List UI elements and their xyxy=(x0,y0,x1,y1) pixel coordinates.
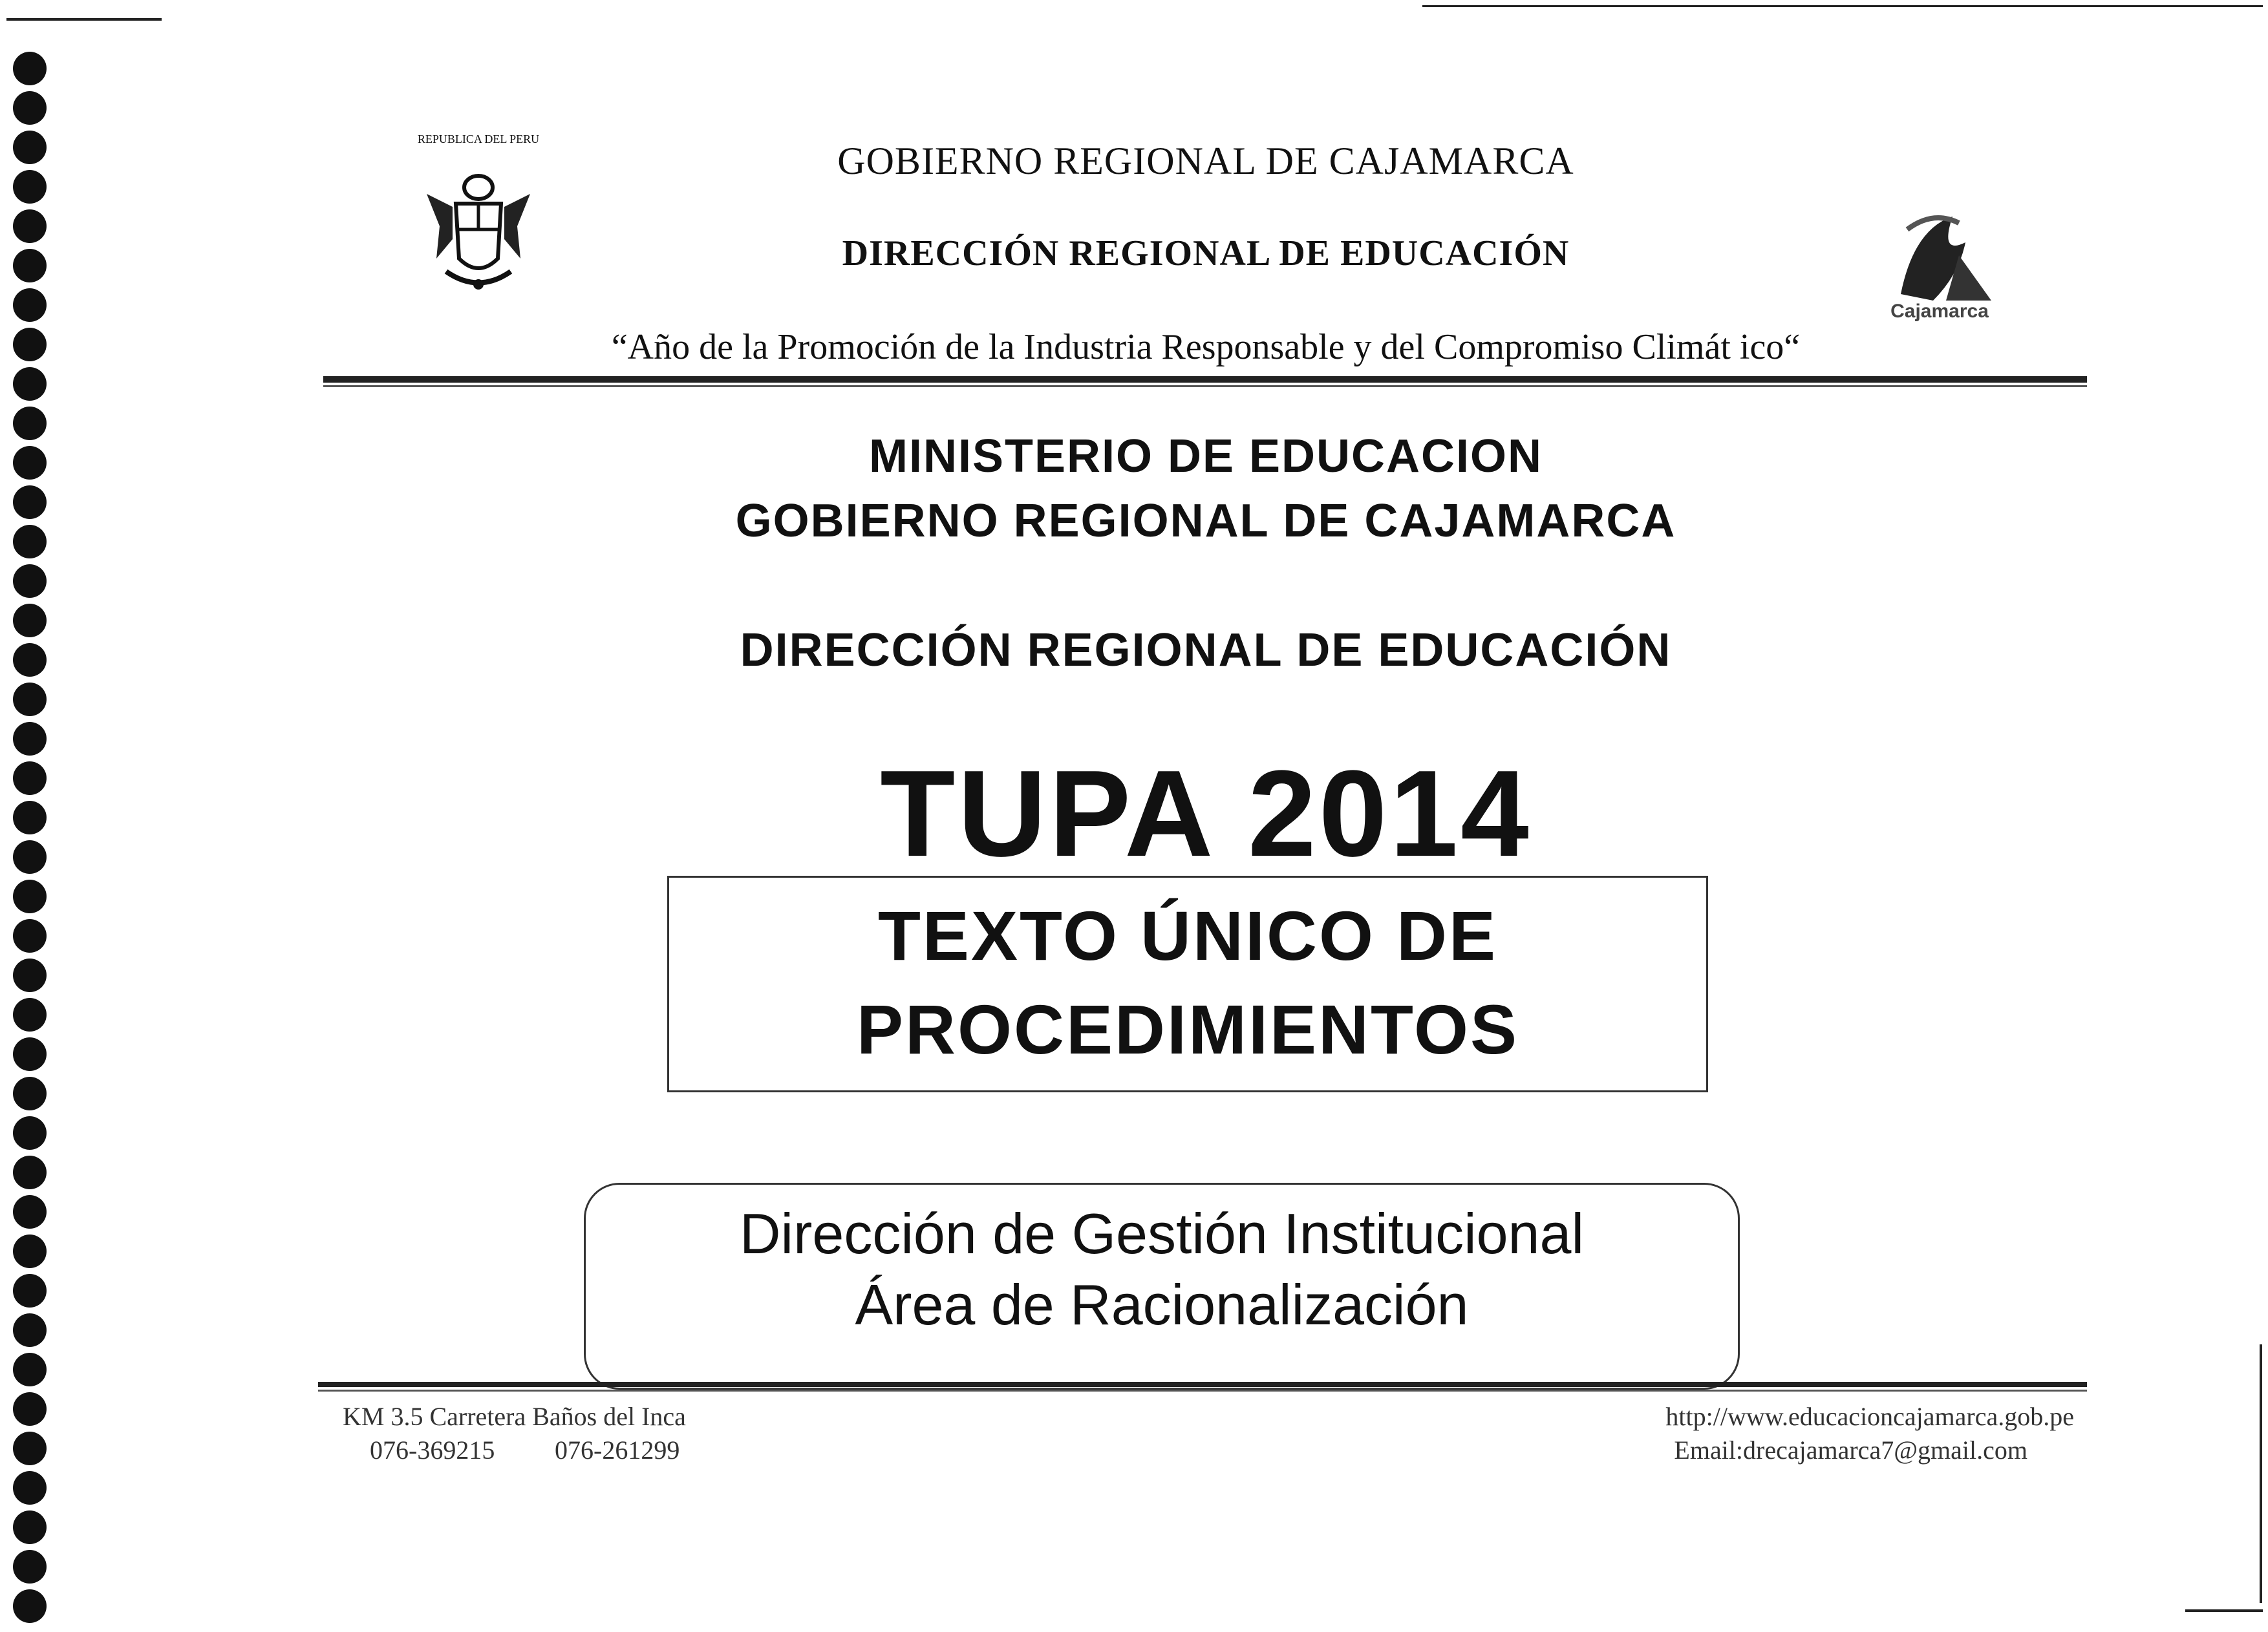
binding-hole xyxy=(13,1156,47,1189)
scan-edge-line xyxy=(2185,1609,2263,1612)
crest-label: REPUBLICA DEL PERU xyxy=(417,132,540,145)
binding-hole xyxy=(13,959,47,992)
binding-hole xyxy=(13,919,47,953)
binding-hole xyxy=(13,288,47,322)
binding-hole xyxy=(13,1235,47,1268)
ministry-heading: MINISTERIO DE EDUCACION xyxy=(868,430,1543,482)
binding-hole xyxy=(13,367,47,401)
header-subtitle: DIRECCIÓN REGIONAL DE EDUCACIÓN xyxy=(842,233,1570,273)
binding-hole xyxy=(13,1195,47,1229)
binding-hole xyxy=(13,1550,47,1584)
footer-website: http://www.educacioncajamarca.gob.pe xyxy=(1665,1402,2074,1431)
binding-hole xyxy=(13,1392,47,1426)
scan-edge-line xyxy=(6,18,162,21)
binding-hole xyxy=(13,564,47,598)
unit-line-1: Dirección de Gestión Institucional xyxy=(740,1202,1584,1266)
footer-address: KM 3.5 Carretera Baños del Inca xyxy=(343,1402,686,1431)
binding-hole xyxy=(13,1432,47,1465)
footer-divider-thin xyxy=(318,1390,2087,1392)
scan-edge-line xyxy=(1422,5,2263,7)
binding-hole xyxy=(13,1274,47,1308)
binding-hole xyxy=(13,1116,47,1150)
binding-hole xyxy=(13,683,47,716)
binding-hole xyxy=(13,52,47,85)
scan-edge-line xyxy=(2260,1344,2262,1603)
binding-hole xyxy=(13,1313,47,1347)
binding-hole xyxy=(13,880,47,913)
binding-hole xyxy=(13,91,47,125)
government-heading: GOBIERNO REGIONAL DE CAJAMARCA xyxy=(735,495,1676,547)
footer-divider xyxy=(318,1382,2087,1387)
binding-hole xyxy=(13,998,47,1032)
logo-label: Cajamarca xyxy=(1890,301,1989,322)
document-title: TUPA 2014 xyxy=(880,745,1532,882)
footer-email: Email:drecajamarca7@gmail.com xyxy=(1674,1436,2027,1465)
footer-phone-2: 076-261299 xyxy=(555,1436,680,1465)
binding-hole xyxy=(13,1353,47,1386)
direction-heading: DIRECCIÓN REGIONAL DE EDUCACIÓN xyxy=(740,624,1672,676)
binding-hole xyxy=(13,1037,47,1071)
header-divider xyxy=(323,376,2087,383)
header-motto: “Año de la Promoción de la Industria Responsable y del Compromiso Climát ico“ xyxy=(611,327,1801,367)
binding-hole xyxy=(13,1510,47,1544)
procedures-line-1: TEXTO ÚNICO DE xyxy=(877,896,1498,975)
header-divider-thin xyxy=(323,385,2087,387)
procedures-line-2: PROCEDIMIENTOS xyxy=(856,990,1519,1068)
binding-hole xyxy=(13,1589,47,1623)
footer-phone-1: 076-369215 xyxy=(370,1436,495,1465)
unit-line-2: Área de Racionalización xyxy=(855,1273,1469,1337)
binding-hole xyxy=(13,1077,47,1110)
header-title: GOBIERNO REGIONAL DE CAJAMARCA xyxy=(837,140,1574,182)
binding-hole xyxy=(13,1471,47,1505)
